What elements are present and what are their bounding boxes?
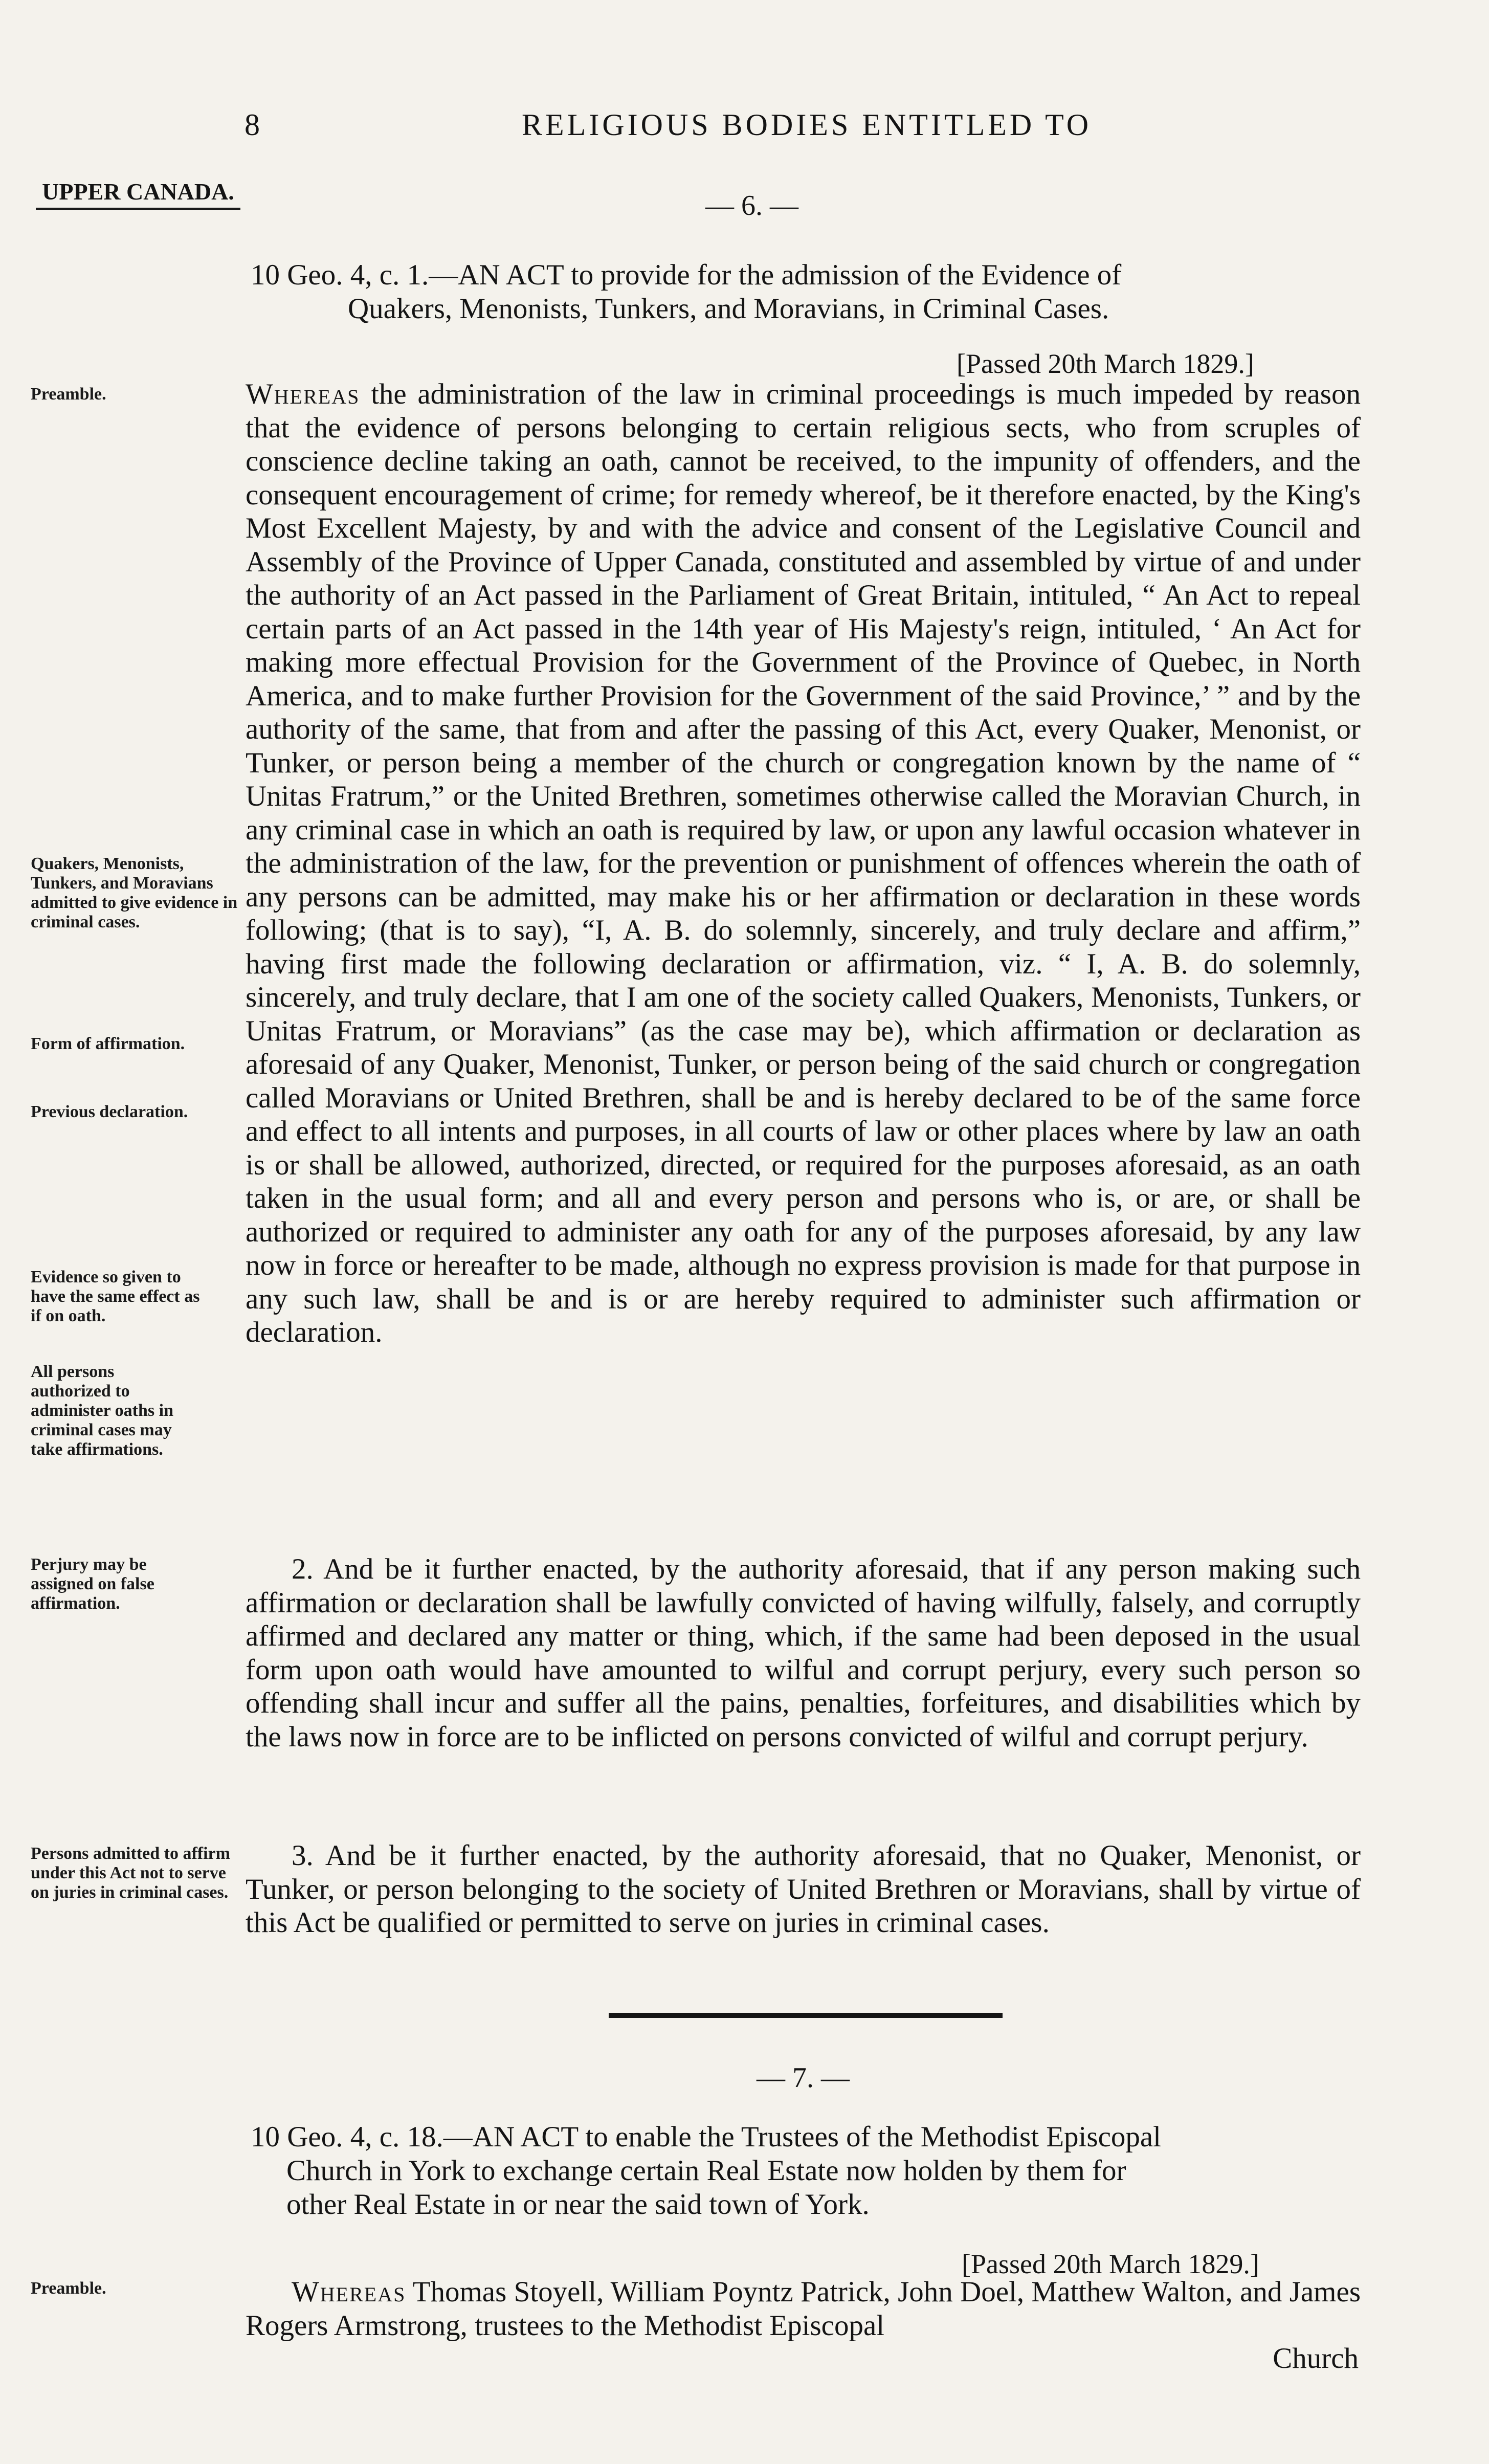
- region-heading: UPPER CANADA.: [36, 179, 240, 210]
- section-7-number: — 7. —: [757, 2062, 850, 2094]
- section-6-title-line1: 10 Geo. 4, c. 1.—AN ACT to provide for the admission of the Evidence of: [251, 259, 1122, 291]
- section-6-preamble: [246, 378, 1361, 1349]
- preamble-text: the administration of the law in criminal proceedings is much impeded by reason that the evidence of persons belonging to certain religious sects, who from scruples of conscience decline taking an oath, cannot be received, to the impunity of offenders, and the consequent encouragement of crime; for remedy whereof, be it therefore enacted, by the King's Most Excellent Majesty, by and with the advice and consent of the Legislative Council and Assembly of the Province of Upper Canada, constituted and assembled by virtue of and under the authority of an Act passed in the Parliament of Great Britain, intituled, “ An Act to repeal certain parts of an Act passed in the 14th year of His Majesty's reign, intituled, ‘ An Act for making more effectual Provision for the Government of the Province of Quebec, in North America, and to make further Provision for the Government of the said Province,’ ” and by the authority of the same, that from and after the passing of this Act, every Quaker, Menonist, or Tunker, or person being a member of the church or congregation known by the name of “ Unitas Fratrum,” or the United Brethren, sometimes otherwise called the Moravian Church, in any criminal case in which an oath is required by law, or upon any lawful occasion whatever in the administration of the law, for the prevention or punishment of offences wherein the oath of any persons can be admitted, may make his or her affirmation or declaration in these words following; (that is to say), “I, A. B. do solemnly, sincerely, and truly declare and affirm,” having first made the following declaration or affirmation, viz. “ I, A. B. do solemnly, sincerely, and truly declare, that I am one of the society called Quakers, Menonists, Tunkers, or Unitas Fratrum, or Moravians” (as the case may be), which affirmation or declaration as aforesaid of any Quaker, Menonist, Tunker, or person being of the said church or congregation called Moravians or United Brethren, shall be and is hereby declared to be of the same force and effect to all intents and purposes, in all courts of law or other places where by law an oath is or shall be allowed, authorized, directed, or required for the purposes aforesaid, as an oath taken in the usual form; and all and every person and persons who is, or are, or shall be authorized or required to administer any oath for any of the purposes aforesaid, by any law now in force or hereafter to be made, although no express provision is made for that purpose in any such law, shall be and is or are hereby required to administer such affirmation or declaration.: [246, 378, 1361, 1348]
- margin-note-persons-admitted: Persons admitted to affirm under this Act not to serve on juries in criminal cases.: [31, 1844, 230, 1902]
- preamble-paragraph: [246, 378, 1361, 1349]
- margin-note-previous-declaration: Previous declaration.: [31, 1102, 188, 1121]
- section-7-passed-date: [Passed 20th March 1829.]: [962, 2249, 1259, 2279]
- section-7-title: [251, 2120, 1366, 2222]
- margin-note-preamble: Preamble.: [31, 385, 106, 404]
- margin-note-form-of-affirmation: Form of affirmation.: [31, 1034, 185, 1053]
- section-7-title-line3: other Real Estate in or near the said town of York.: [286, 2188, 870, 2221]
- margin-note-quakers-admitted: Quakers, Menonists, Tunkers, and Moravians admitted to give evidence in criminal cases.: [31, 854, 238, 931]
- running-head: RELIGIOUS BODIES ENTITLED TO: [522, 108, 1092, 142]
- margin-note-perjury: Perjury may be assigned on false affirmation.: [31, 1555, 154, 1613]
- section-7-preamble-initial-word: Whereas: [292, 2276, 406, 2308]
- section-6-passed-date: [Passed 20th March 1829.]: [957, 348, 1254, 379]
- clause-2-text: 2. And be it further enacted, by the authority aforesaid, that if any person making such affirmation or declaration shall be lawfully convicted of having wilfully, falsely, and corruptly affirmed and declared any matter or thing, which, if the same had been deposed in the usual form upon oath would have amounted to wilful and corrupt perjury, every such person so offending shall incur and suffer all the pains, penalties, forfeitures, and disabilities which by the laws now in force are to be inflicted on persons convicted of wilful and corrupt perjury.: [246, 1553, 1361, 1753]
- section-6-clause-3: [246, 1839, 1361, 1940]
- section-6-number: — 6. —: [705, 190, 798, 221]
- section-7-preamble-paragraph: [246, 2275, 1361, 2342]
- section-separator-rule: [609, 2013, 1003, 2018]
- clause-3-text: 3. And be it further enacted, by the authority aforesaid, that no Quaker, Menonist, or Tunker, or person belonging to the society of United Brethren or Moravians, shall by virtue of this Act be qualified or permitted to serve on juries in criminal cases.: [246, 1839, 1361, 1939]
- section-7-title-line2: Church in York to exchange certain Real Estate now holden by them for: [286, 2155, 1126, 2187]
- section-7-preamble-text: Thomas Stoyell, William Poyntz Patrick, John Doel, Matthew Walton, and James Rogers Armstrong, trustees to the Methodist Episcopal: [246, 2276, 1361, 2342]
- preamble-initial-word: Whereas: [246, 378, 360, 410]
- section-7-title-line1: 10 Geo. 4, c. 18.—AN ACT to enable the Trustees of the Methodist Episcopal: [251, 2121, 1161, 2153]
- catchword: Church: [1273, 2342, 1359, 2374]
- section-7-preamble: [246, 2275, 1361, 2342]
- page-number: 8: [245, 108, 260, 142]
- margin-note-all-persons: All persons authorized to administer oaths in criminal cases may take affirmations.: [31, 1362, 173, 1459]
- page-header: [240, 107, 1366, 148]
- section-6-clause-2: [246, 1552, 1361, 1753]
- section-6-title: [251, 258, 1366, 326]
- section-6-title-line2: Quakers, Menonists, Tunkers, and Moravians, in Criminal Cases.: [348, 293, 1109, 325]
- margin-note-evidence-effect: Evidence so given to have the same effect as if on oath.: [31, 1268, 200, 1325]
- margin-note-preamble-2: Preamble.: [31, 2279, 106, 2298]
